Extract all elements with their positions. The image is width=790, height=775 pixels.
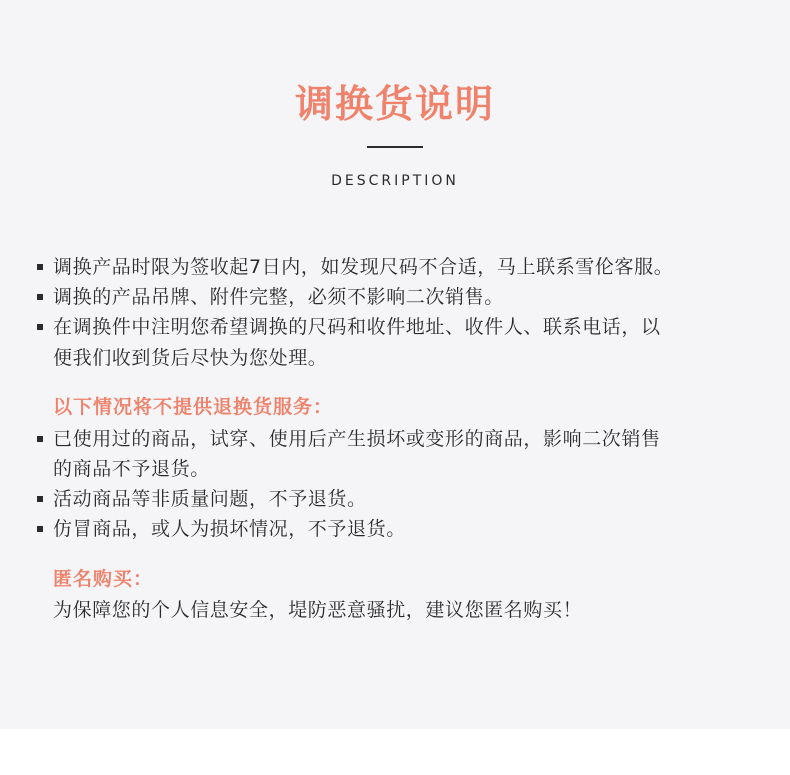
bullet-icon	[37, 264, 43, 270]
page-subtitle: DESCRIPTION	[331, 173, 459, 189]
title-divider	[367, 146, 423, 148]
bullet-icon	[37, 294, 43, 300]
bullet-icon	[37, 324, 43, 330]
anonymous-text: 为保障您的个人信息安全，堤防恶意骚扰，建议您匿名购买！	[53, 599, 583, 621]
anonymous-heading: 匿名购买：	[53, 568, 154, 590]
bullet-icon	[37, 496, 43, 502]
no-return-1-line-1: 已使用过的商品，试穿、使用后产生损坏或变形的商品，影响二次销售	[53, 428, 661, 450]
rule-1-line-1: 调换产品时限为签收起7日内，如发现尺码不合适，马上联系雪伦客服。	[53, 256, 674, 278]
no-return-2-line-1: 活动商品等非质量问题，不予退货。	[53, 488, 367, 510]
rule-2-line-1: 调换的产品吊牌、附件完整，必须不影响二次销售。	[53, 286, 504, 308]
no-return-heading: 以下情况将不提供退换货服务：	[53, 396, 334, 418]
bullet-icon	[37, 526, 43, 532]
no-return-1-line-2: 的商品不予退货。	[53, 458, 210, 480]
rule-3-line-1: 在调换件中注明您希望调换的尺码和收件地址、收件人、联系电话，以	[53, 316, 661, 338]
no-return-3-line-1: 仿冒商品，或人为损坏情况，不予退货。	[53, 518, 406, 540]
page-title: 调换货说明	[294, 82, 495, 126]
bullet-icon	[37, 436, 43, 442]
rule-3-line-2: 便我们收到货后尽快为您处理。	[53, 347, 328, 369]
